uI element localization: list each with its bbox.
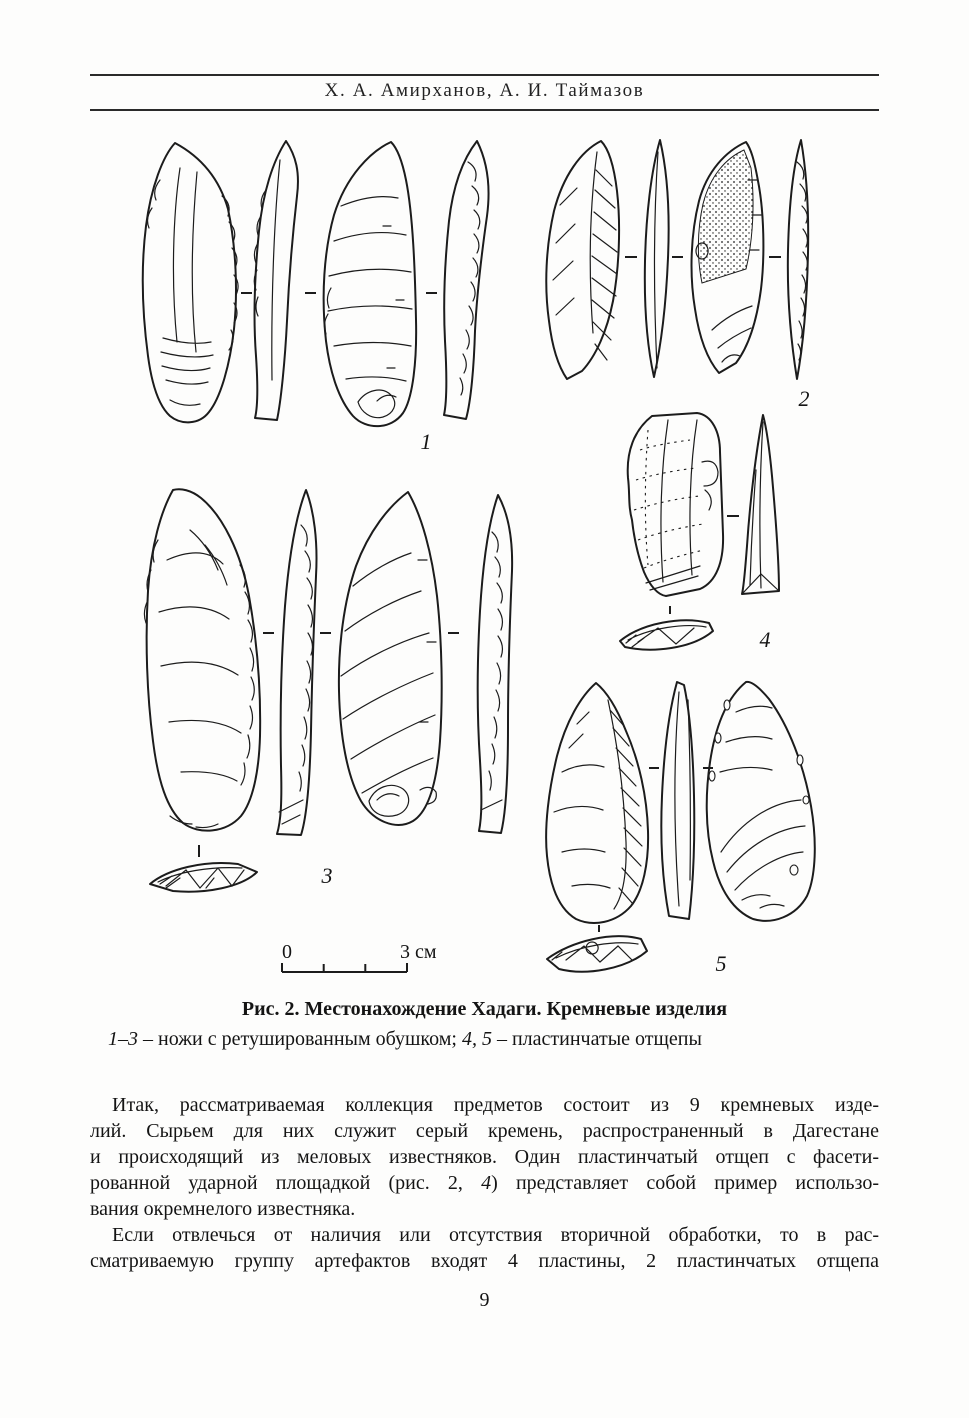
artifact1-label: 1 xyxy=(420,429,432,454)
paragraph1-line1: Итак, рассматриваемая коллекция предметов состоит из 9 кремневых изде- xyxy=(112,1094,879,1116)
artifact2-view1-outline xyxy=(546,141,619,379)
paragraph1-line3: и происходящий из меловых известняков. Один пластинчатый отщеп с фасети- xyxy=(90,1146,879,1168)
artifact3-view3-outline xyxy=(339,492,442,825)
artifact3-label: 3 xyxy=(321,863,333,888)
legend-text-flakes: – пластинчатые отщепы xyxy=(491,1028,702,1050)
artifact3-view4-outline xyxy=(478,495,512,833)
scale-bar xyxy=(282,941,437,972)
page-number: 9 xyxy=(479,1289,490,1311)
artifact5-view3-outline xyxy=(707,682,815,921)
artifact5-cross-section-outline xyxy=(547,936,647,971)
artifact5-label: 5 xyxy=(715,951,727,976)
paragraph1-line4-start: рованной ударной площадкой (рис. 2, xyxy=(90,1172,482,1194)
artifact3-group xyxy=(144,489,512,891)
legend-items-1-3: 1–3 xyxy=(108,1028,138,1050)
artifact5-group xyxy=(546,682,815,976)
artifact4-label: 4 xyxy=(759,627,771,652)
scale-bar-line xyxy=(282,963,407,972)
artifact2-label: 2 xyxy=(798,386,810,411)
figure-caption-title: Рис. 2. Местонахождение Хадаги. Кремневые изделия xyxy=(241,998,728,1020)
paragraph2-line1: Если отвлечься от наличия или отсутствия вторичной обработки, то в рас- xyxy=(112,1224,879,1246)
artifact2-view4-outline xyxy=(788,140,808,379)
artifact4-group xyxy=(620,413,779,652)
paragraph1-line4-end: ) представляет собой пример использо- xyxy=(491,1172,879,1194)
artifact1-view2-outline xyxy=(255,141,298,420)
paragraph1-line2: лий. Сырьем для них служит серый кремень, распространенный в Дагестане xyxy=(90,1120,879,1142)
artifact1-view3-outline xyxy=(324,142,417,426)
artifact3-view2-outline xyxy=(277,490,317,835)
paragraph1-line5: вания окремнелого известняка. xyxy=(90,1198,356,1220)
paragraph1-line4-fig-ref: 4 xyxy=(481,1172,492,1194)
legend-items-4-5: 4, 5 xyxy=(461,1028,492,1050)
artifact2-group xyxy=(546,140,809,411)
artifact5-view1-outline xyxy=(546,683,648,923)
body-text xyxy=(90,1092,879,1274)
scale-zero-label: 0 xyxy=(282,941,292,963)
legend-text-knives: – ножи с ретушированным обушком; xyxy=(138,1028,462,1050)
scale-three-cm-label: 3 см xyxy=(400,941,437,963)
running-head-authors: Х. А. Амирханов, А. И. Таймазов xyxy=(324,80,645,101)
figure-caption-legend xyxy=(108,1028,879,1051)
artifact4-view1-outline xyxy=(628,413,723,596)
paragraph2-line2: сматриваемую группу артефактов входят 4 пластины, 2 пластинчатых отщепа xyxy=(90,1250,879,1272)
artifact1-view4-outline xyxy=(444,141,489,419)
artifact2-view3-cortex-stipple xyxy=(698,150,753,283)
artifact1-group xyxy=(143,141,489,454)
paragraph1-line4 xyxy=(90,1170,879,1196)
